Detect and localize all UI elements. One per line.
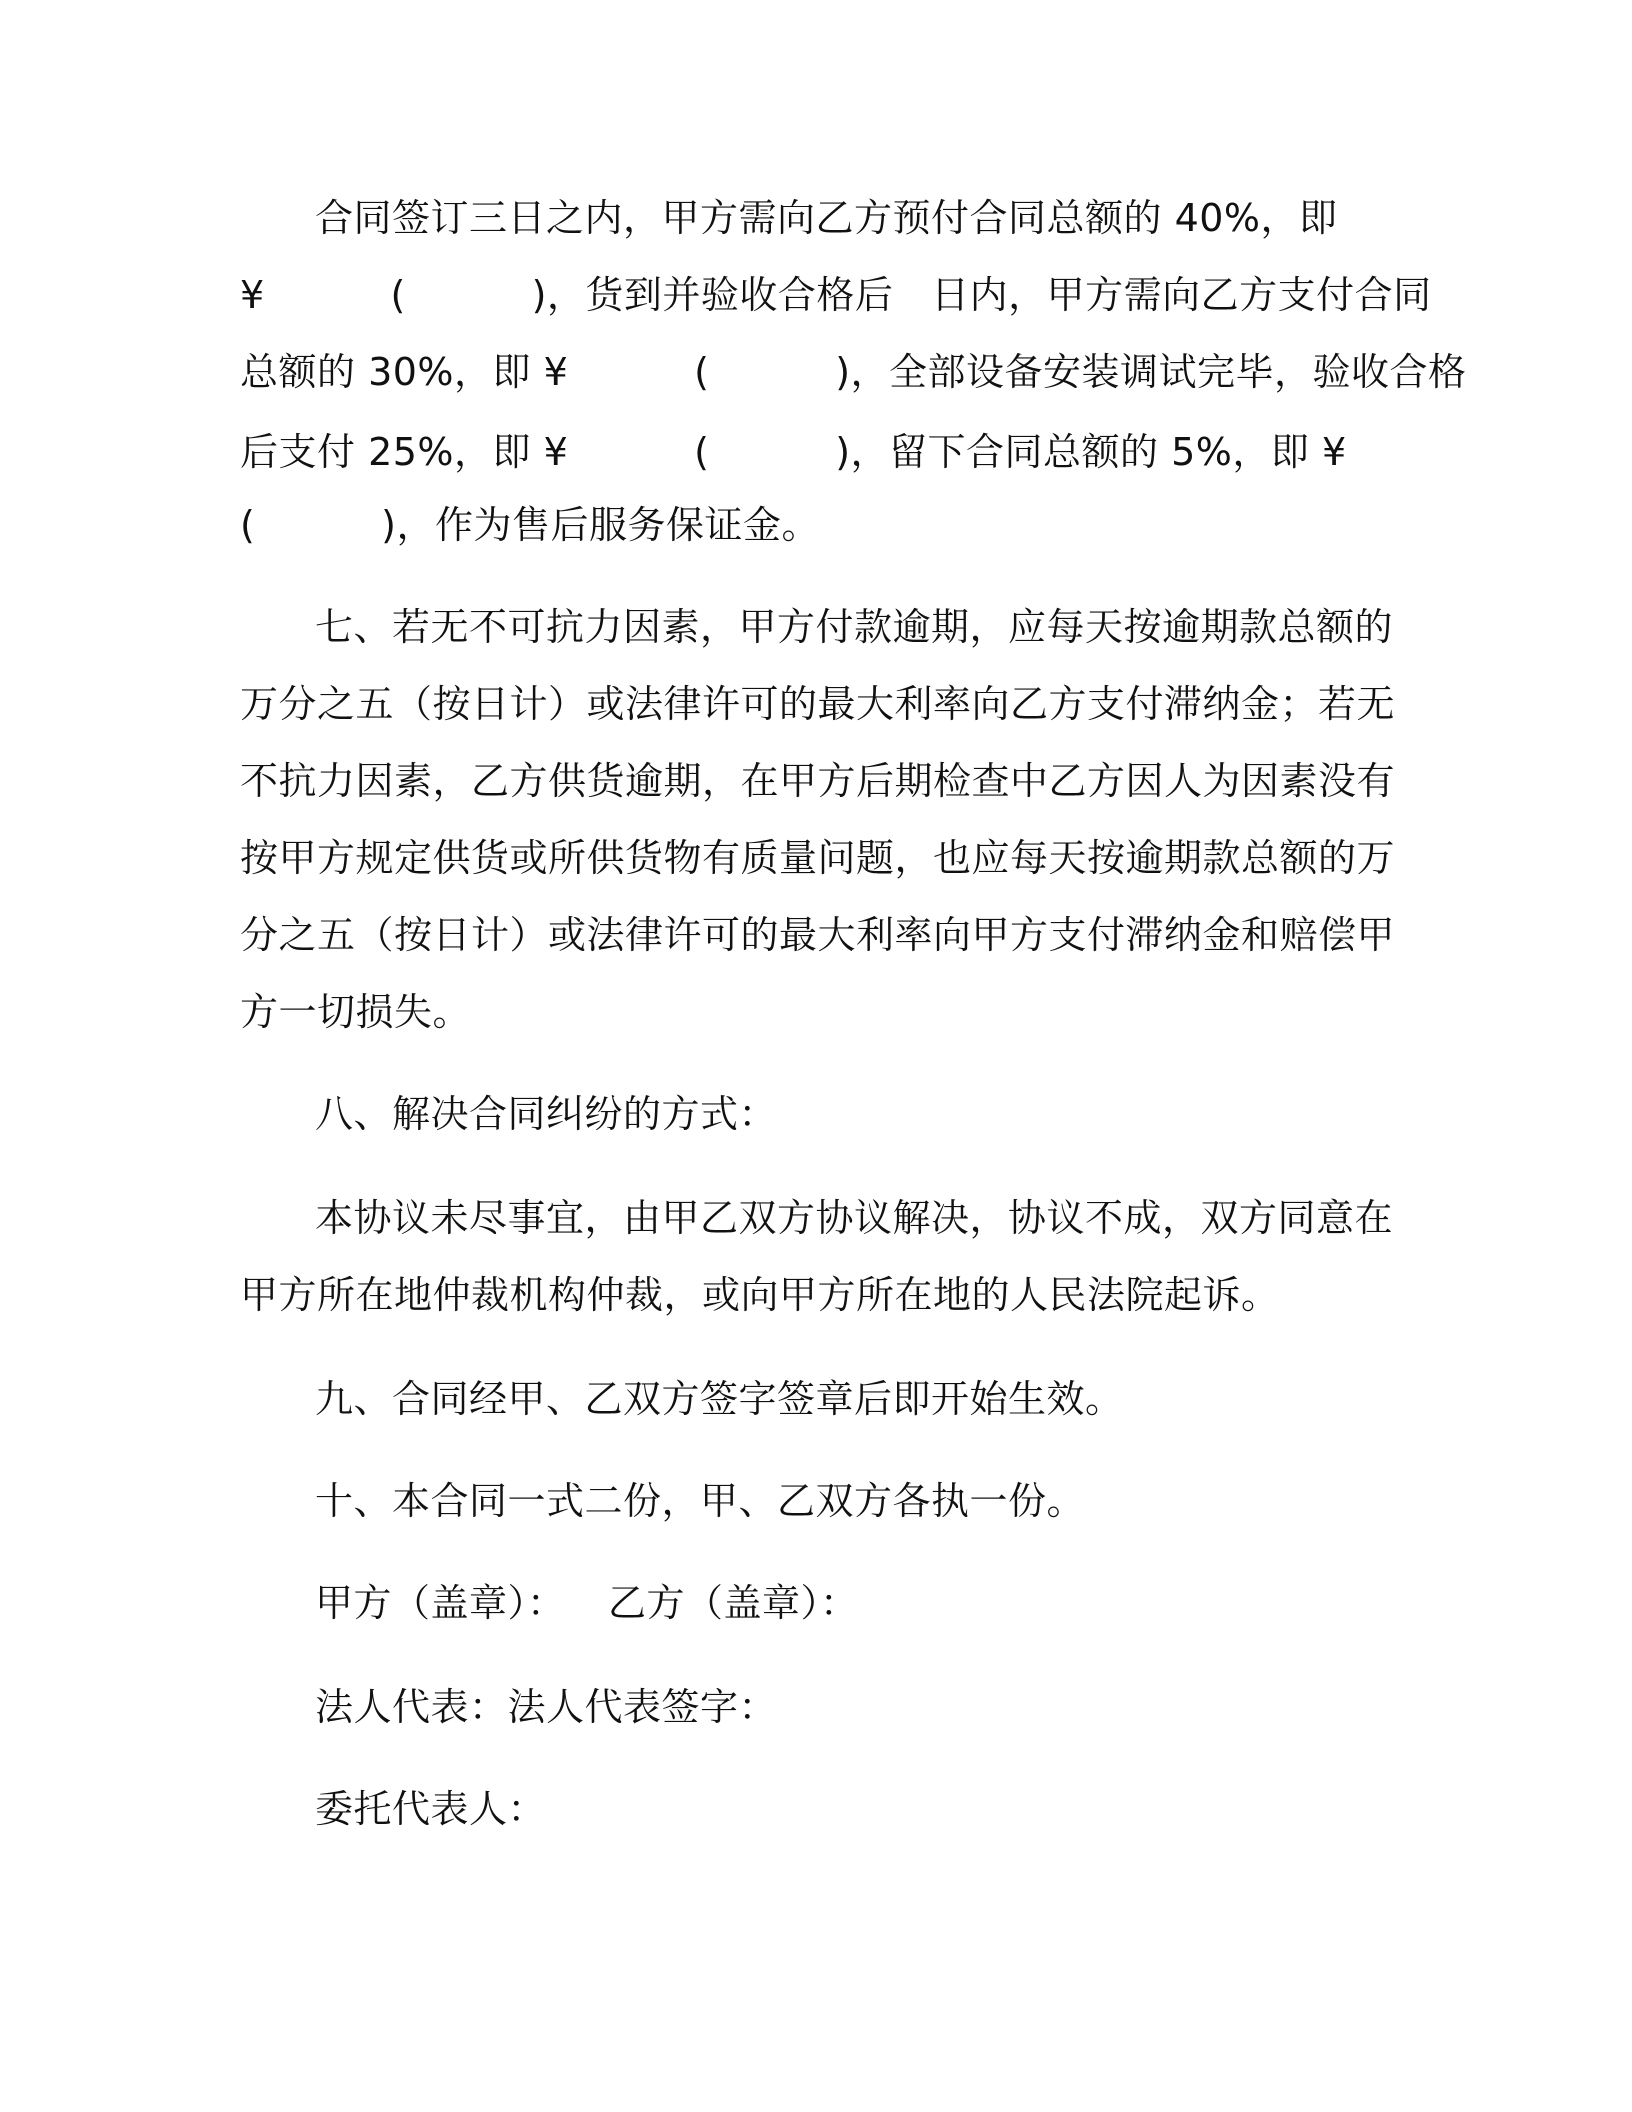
party-a-seal-label: 甲方（盖章）： xyxy=(315,1581,566,1625)
payment-clause-line-1: 合同签订三日之内，甲方需向乙方预付合同总额的 40%，即 xyxy=(315,196,1338,240)
clause-7-line-4: 按甲方规定供货或所供货物有质量问题，也应每天按逾期款总额的万 xyxy=(240,836,1396,880)
clause-7-line-5: 分之五（按日计）或法律许可的最大利率向甲方支付滞纳金和赔偿甲 xyxy=(240,913,1396,957)
delegate-label: 委托代表人： xyxy=(315,1787,547,1831)
clause-8-body-line-2: 甲方所在地仲裁机构仲裁，或向甲方所在地的人民法院起诉。 xyxy=(240,1273,1280,1317)
payment-clause-line-3: 总额的 30%，即 ¥ ( )，全部设备安装调试完毕，验收合格 xyxy=(240,350,1467,394)
clause-7-line-2: 万分之五（按日计）或法律许可的最大利率向乙方支付滞纳金；若无 xyxy=(240,682,1396,726)
clause-7-line-1: 七、若无不可抗力因素，甲方付款逾期，应每天按逾期款总额的 xyxy=(315,605,1394,649)
clause-8-body-line-1: 本协议未尽事宜，由甲乙双方协议解决，协议不成，双方同意在 xyxy=(315,1196,1394,1240)
party-b-seal-label: 乙方（盖章）： xyxy=(608,1581,859,1625)
clause-7-line-6: 方一切损失。 xyxy=(240,990,472,1034)
clause-9: 九、合同经甲、乙双方签字签章后即开始生效。 xyxy=(315,1377,1124,1421)
clause-10: 十、本合同一式二份，甲、乙双方各执一份。 xyxy=(315,1479,1086,1523)
clause-7-line-3: 不抗力因素，乙方供货逾期，在甲方后期检查中乙方因人为因素没有 xyxy=(240,759,1396,803)
payment-clause-line-4: 后支付 25%，即 ¥ ( )，留下合同总额的 5%，即 ¥ xyxy=(240,430,1347,474)
clause-8-heading: 八、解决合同纠纷的方式： xyxy=(315,1092,778,1136)
payment-clause-line-5: ( )，作为售后服务保证金。 xyxy=(240,503,820,547)
legal-representative-label: 法人代表：法人代表签字： xyxy=(315,1685,778,1729)
payment-clause-line-2: ¥ ( )，货到并验收合格后 日内，甲方需向乙方支付合同 xyxy=(240,273,1432,317)
